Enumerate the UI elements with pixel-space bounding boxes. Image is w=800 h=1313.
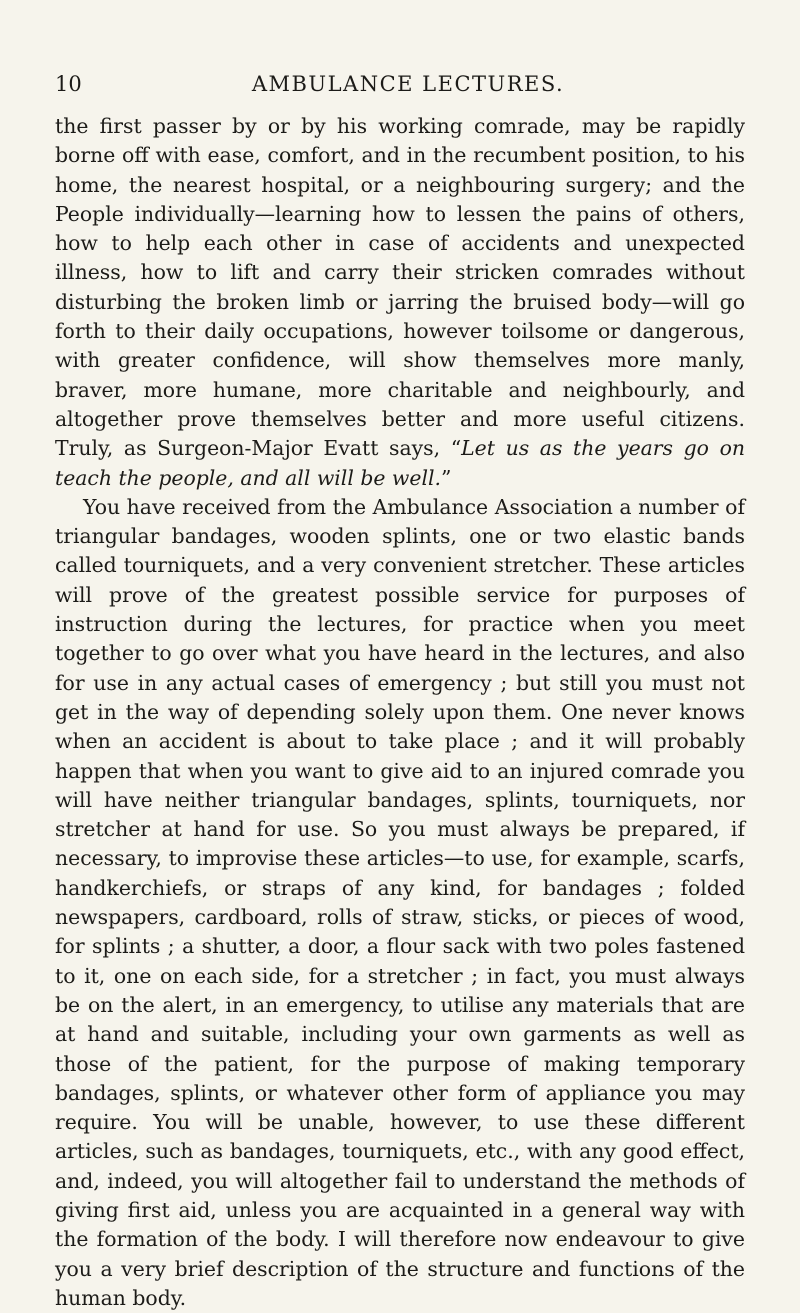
running-title: AMBULANCE LECTURES. [251, 72, 565, 96]
body-text [55, 112, 745, 1313]
page-header [55, 72, 745, 102]
evatt-quote: Let us as the years go on teach the people, and all will be well. [55, 436, 745, 490]
paragraph-continuation [55, 112, 745, 493]
page-number: 10 [55, 72, 82, 96]
quote-close-mark: ” [440, 465, 452, 490]
paragraph-1-text: the first passer by or by his working comrade, may be rapidly borne off with ease, comfort, and in the recumbent position, to his home, the nearest hospital, or a neighbouring surgery; and the People individually—learning how to lessen the pains of others, how to help each other in case of accidents and unexpected illness, how to lift and carry their stricken comrades without disturbing the broken limb or jarring the bruised body—will go forth to their daily occupations, however toilsome or dangerous, with greater confidence, will show themselves more manly, braver, more humane, more charitable and neighbourly, and altogether prove themselves better and more useful citizens. Truly, as Surgeon-Major Evatt says, “ [55, 114, 745, 461]
paragraph-ambulance-articles: You have received from the Ambulance Association a number of triangular bandages, wooden splints, one or two elastic bands called tourniquets, and a very convenient stretcher. These articles will prove of the greatest possible service for purposes of instruction during the lectures, for practice when you meet together to go over what you have heard in the lectures, and also for use in any actual cases of emergency ; but still you must not get in the way of depending solely upon them. One never knows when an accident is about to take place ; and it will probably happen that when you want to give aid to an injured comrade you will have neither triangular bandages, splints, tourniquets, nor stretcher at hand for use. So you must always be prepared, if necessary, to improvise these articles—to use, for example, scarfs, handkerchiefs, or straps of any kind, for bandages ; folded newspapers, cardboard, rolls of straw, sticks, or pieces of wood, for splints ; a shutter, a door, a flour sack with two poles fastened to it, one on each side, for a stretcher ; in fact, you must always be on the alert, in an emergency, to utilise any materials that are at hand and suitable, including your own garments as well as those of the patient, for the purpose of making temporary bandages, splints, or whatever other form of appliance you may require. You will be unable, however, to use these different articles, such as bandages, tourniquets, etc., with any good effect, and, indeed, you will altogether fail to understand the methods of giving first aid, unless you are acquainted in a general way with the formation of the body. I will therefore now endeavour to give you a very brief description of the structure and functions of the human body. [55, 494, 745, 1310]
